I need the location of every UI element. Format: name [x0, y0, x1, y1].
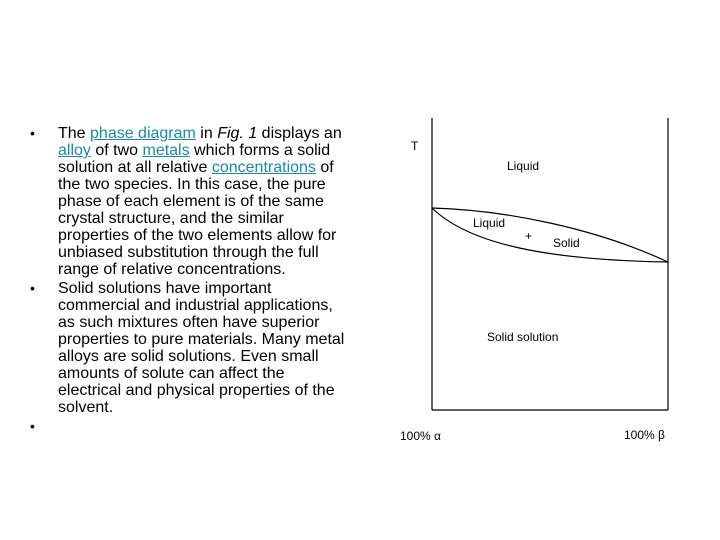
bullet-link[interactable]: metals	[142, 142, 190, 159]
left-composition-label: 100% α	[400, 429, 441, 443]
two-phase-liquid-label: Liquid	[473, 216, 506, 230]
bullet-text: Solid solutions have important commercial and industrial applications, as such mixtures often have superior properties to pure materials. Many metal alloys are solid solutions. Even small amounts of solute can affect the electrical and physical properties of the solvent.	[58, 280, 345, 416]
bullet-item	[30, 280, 350, 416]
bullet-text: The	[58, 125, 91, 142]
bullet-link[interactable]: phase diagram	[90, 125, 196, 142]
bullet-marker: •	[30, 125, 35, 141]
phase-diagram-svg	[395, 110, 695, 450]
solidus-curve	[432, 208, 668, 262]
bullet-text: displays an	[257, 125, 342, 142]
phase-diagram	[395, 110, 695, 450]
liquid-region-label: Liquid	[507, 159, 540, 173]
bullet-link[interactable]: concentrations	[211, 159, 316, 176]
bullet-text: which forms a solid solution at all relative	[58, 142, 331, 176]
bullet-link[interactable]: alloy	[58, 142, 91, 159]
temperature-axis-label: T	[411, 139, 419, 153]
two-phase-solid-label: Solid	[553, 236, 580, 250]
bullet-text: Fig. 1	[217, 125, 258, 142]
solid-solution-label: Solid solution	[487, 330, 559, 344]
bullet-link[interactable]	[58, 419, 62, 431]
right-composition-label: 100% β	[624, 428, 665, 442]
bullet-text: of the two species. In this case, the pure phase of each element is of the same crystal structure, and the similar properties of the two elements allow for unbiased substitution through the full range of relative concentrations.	[58, 159, 337, 278]
bullet-text: in	[195, 125, 218, 142]
bullet-marker: •	[30, 280, 35, 296]
bullet-list	[30, 125, 350, 435]
bullet-item	[30, 125, 350, 278]
bullet-text: of two	[90, 142, 143, 159]
bullet-item	[30, 418, 350, 435]
bullet-marker: •	[30, 418, 35, 434]
two-phase-plus-label: +	[525, 229, 533, 243]
